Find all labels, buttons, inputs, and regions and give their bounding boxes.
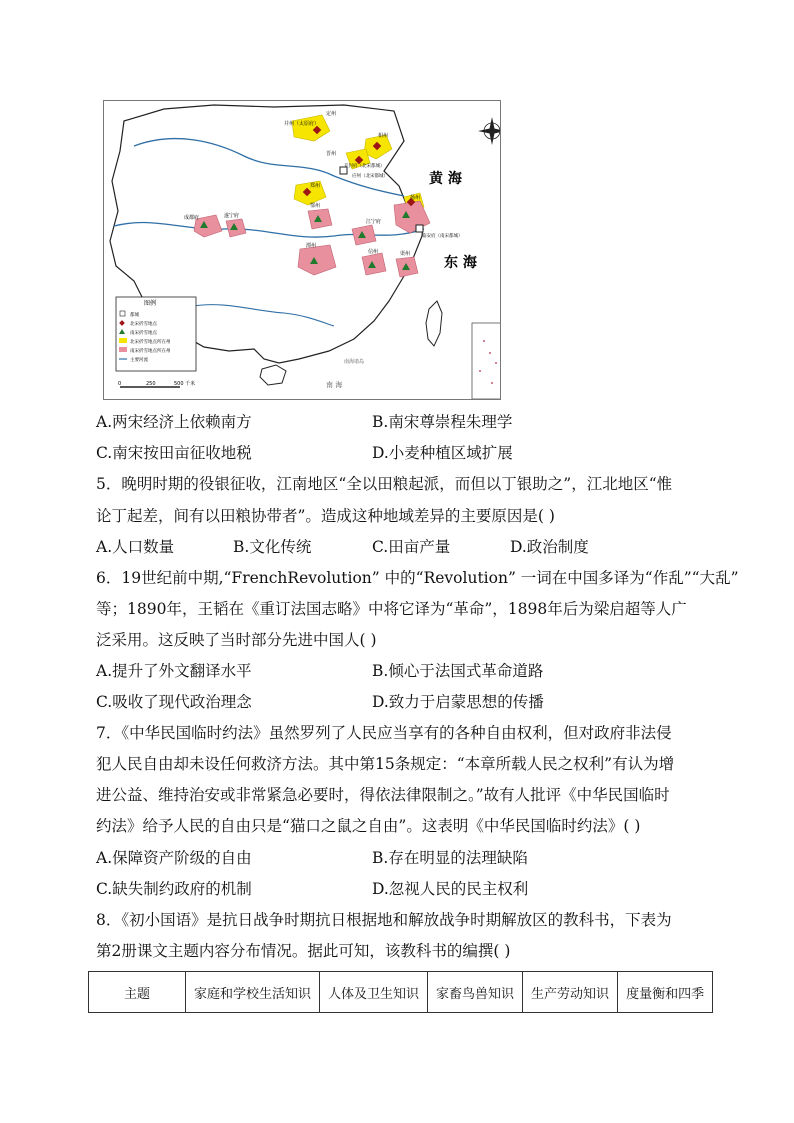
q6-option-d: D.致力于启蒙思想的传播 [372,693,544,711]
legend-north-point: 北宋折雪地点 [130,322,157,327]
label-yangzhou: 扬州 [410,195,421,201]
song-snow-map [103,100,501,400]
q4-option-d: D.小麦种植区域扩展 [372,444,513,462]
table-cell-family-school: 家庭和学校生活知识 [186,972,320,1013]
q5-stem-line2: 论丁起差，间有以田粮协带者”。造成这种地域差异的主要原因是( ) [96,507,555,525]
q4-option-a: A.两宋经济上依赖南方 [96,413,252,431]
table-header-theme: 主题 [89,972,186,1013]
label-linan: 临安府（南宋都城） [422,234,463,239]
q5-stem-line1: 5．晚明时期的役银征收，江南地区“全以田粮起派，而但以丁银助之”，江北地区“惟 [96,475,673,493]
q7-stem-line1: 7．《中华民国临时约法》虽然罗列了人民应当享有的各种自由权利，但对政府非法侵 [96,724,672,742]
q5-option-d: D.政治制度 [510,538,589,556]
south-sea-inset-map [472,323,500,399]
q7-option-b: B.存在明显的法理缺陷 [372,849,528,867]
scale-500: 500 千米 [174,381,196,387]
q7-option-d: D.忽视人民的民主权利 [372,880,529,898]
legend-south-point: 南宋折雪地点 [130,331,157,336]
label-suining: 遂宁府 [224,213,240,219]
label-bingzhou: 并州（太原府） [284,121,320,127]
table-cell-animals: 家畜鸟兽知识 [428,972,523,1013]
label-dingzhou: 定州 [326,111,337,117]
compass-rose-icon [478,117,500,145]
table-cell-labor: 生产劳动知识 [523,972,618,1013]
q6-stem-line1: 6．19世纪前中期,“FrenchRevolution” 中的“Revolution” 一词在中国多译为“作乱”“大乱” [96,569,739,587]
q5-option-b: B.文化传统 [233,538,312,556]
q6-option-a: A.提升了外文翻译水平 [96,662,252,680]
q7-option-c: C.缺失制约政府的机制 [96,880,252,898]
label-zhengzhou: 郑州 [310,183,321,189]
scale-zero: 0 [118,381,122,387]
q5-option-c: C.田亩产量 [372,538,451,556]
q4-option-c: C.南宋按田亩征收地税 [96,444,252,462]
hainan-island [260,365,286,385]
label-yellow-sea: 黄 海 [429,171,462,187]
scale-bar [118,380,195,387]
legend-capital: 都城 [130,313,139,318]
label-kaifeng: 开封府（北宋都城） [344,164,385,169]
q8-stem-line1: 8．《初小国语》是抗日战争时期抗日根据地和解放战争时期解放区的教科书，下表为 [96,911,672,929]
q8-stem-line2: 第2册课文主题内容分布情况。据此可知，该教科书的编撰( ) [96,942,511,960]
q7-stem-line4: 约法》给予人民的自由只是“猫口之鼠之自由”。这表明《中华民国临时约法》( ) [96,817,641,835]
legend-south-area: 南宋折雪地点所在州 [130,349,171,354]
label-yingzhou: 应州（北宋都城） [352,174,388,179]
taiwan-island [426,301,442,346]
table-cell-body-health: 人体及卫生知识 [320,972,428,1013]
scale-250: 250 [146,381,156,387]
label-east-sea: 东 海 [444,255,477,271]
map-legend [116,297,196,371]
table-cell-measure-seasons: 度量衡和四季 [618,972,713,1013]
table-row [89,972,713,1013]
label-tanzhou: 潭州 [306,243,317,249]
label-xiangzhou: 相州 [378,133,389,139]
textbook-theme-table [88,971,713,1013]
legend-title: 图例 [144,300,157,307]
label-jiangning: 江宁府 [366,219,382,225]
q4-option-b: B.南宋尊崇程朱理学 [372,413,513,431]
label-xinzhou: 信州 [368,249,379,255]
label-south-sea: 南 海 [326,381,343,389]
q6-option-c: C.吸收了现代政治理念 [96,693,252,711]
q6-option-b: B.倾心于法国式革命道路 [372,662,544,680]
legend-north-area: 北宋折雪地点所在州 [130,340,171,345]
q7-stem-line3: 进公益、维持治安或非常紧急必要时，得依法律限制之。”故有人批评《中华民国临时 [96,786,670,804]
label-ezhou: 鄂州 [310,203,321,209]
label-jinzhou: 晋州 [326,151,337,157]
q6-stem-line2: 等；1890年，王韬在《重订法国志略》中将它译为“革命”，1898年后为梁启超等人广 [96,600,687,618]
label-south-sea-islands: 南海诸岛 [344,359,365,365]
q7-option-a: A.保障资产阶级的自由 [96,849,252,867]
q7-stem-line2: 犯人民自由却未设任何救济方法。其中第15条规定：“本章所载人民之权利”有认为增 [96,755,675,773]
map-svg [104,101,500,399]
label-chengdu: 成都府 [184,215,200,221]
q6-stem-line3: 泛采用。这反映了当时部分先进中国人( ) [96,631,377,649]
label-zhongzhou: 渠州 [400,251,411,257]
capital-linan [416,225,423,232]
legend-river: 主要河流 [130,358,148,363]
q5-option-a: A.人口数量 [96,538,175,556]
